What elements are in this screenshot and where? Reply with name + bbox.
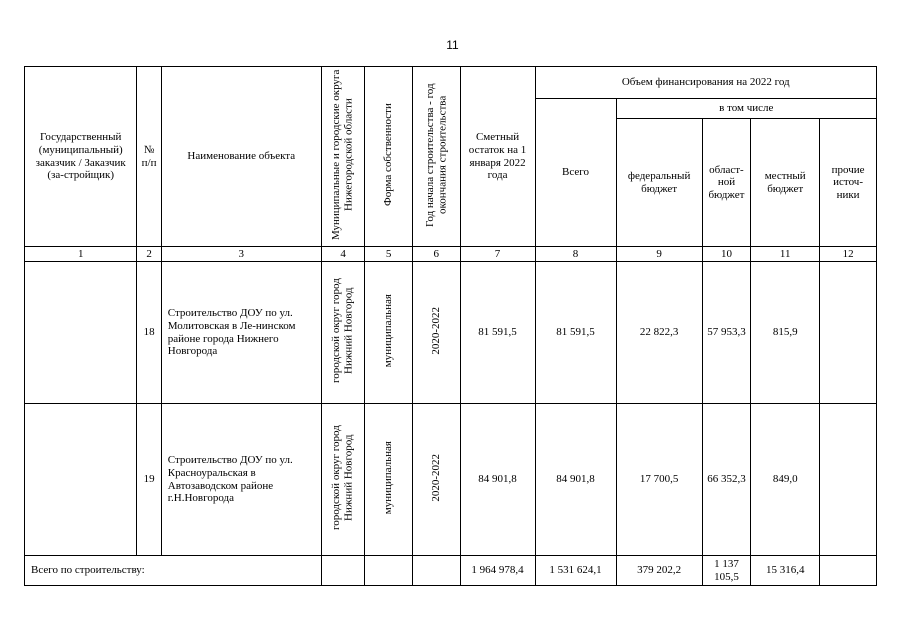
header-row-1 — [25, 67, 877, 99]
col-num-1: 1 — [25, 247, 137, 262]
financing-table — [24, 66, 877, 586]
col-num-9: 9 — [616, 247, 702, 262]
totals-federal: 379 202,2 — [616, 556, 702, 586]
totals-local: 15 316,4 — [751, 556, 820, 586]
header-years — [412, 67, 460, 247]
row-years-text: 2020-2022 — [429, 306, 442, 355]
row-municipality — [321, 262, 365, 404]
header-including: в том числе — [616, 99, 876, 119]
totals-municipality — [321, 556, 365, 586]
totals-label: Всего по строительству: — [25, 556, 322, 586]
row-object-name: Строительство ДОУ по ул. Красноуральская в Автозаводском районе г.Н.Новгорода — [161, 404, 321, 556]
header-regional: област-ной бюджет — [702, 119, 751, 247]
row-num: 19 — [137, 404, 161, 556]
header-other: прочие источ-ники — [820, 119, 877, 247]
row-estimate-balance: 84 901,8 — [460, 404, 535, 556]
row-municipality-text: городской округ город Нижний Новгород — [330, 278, 356, 384]
totals-ownership — [365, 556, 413, 586]
col-num-2: 2 — [137, 247, 161, 262]
row-years-text: 2020-2022 — [429, 453, 442, 502]
row-customer — [25, 262, 137, 404]
col-num-7: 7 — [460, 247, 535, 262]
column-number-row — [25, 247, 877, 262]
header-customer: Государственный (муниципальный) заказчик / Заказчик (за-стройщик) — [25, 67, 137, 247]
header-total: Всего — [535, 99, 616, 247]
row-regional: 66 352,3 — [702, 404, 751, 556]
totals-total: 1 531 624,1 — [535, 556, 616, 586]
row-ownership — [365, 262, 413, 404]
header-object-name: Наименование объекта — [161, 67, 321, 247]
col-num-6: 6 — [412, 247, 460, 262]
totals-years — [412, 556, 460, 586]
table-row — [25, 404, 877, 556]
row-object-name: Строительство ДОУ по ул. Молитовская в Ле-нинском районе города Нижнего Новгорода — [161, 262, 321, 404]
table-row — [25, 262, 877, 404]
row-local: 815,9 — [751, 262, 820, 404]
col-num-10: 10 — [702, 247, 751, 262]
header-local: местный бюджет — [751, 119, 820, 247]
header-num: № п/п — [137, 67, 161, 247]
col-num-11: 11 — [751, 247, 820, 262]
header-ownership — [365, 67, 413, 247]
col-num-4: 4 — [321, 247, 365, 262]
header-estimate-balance: Сметный остаток на 1 января 2022 года — [460, 67, 535, 247]
row-years — [412, 404, 460, 556]
row-local: 849,0 — [751, 404, 820, 556]
header-federal: федеральный бюджет — [616, 119, 702, 247]
row-other — [820, 262, 877, 404]
header-municipality-text: Муниципальные и городские округа Нижегородской области — [330, 69, 356, 240]
row-municipality-text: городской округ город Нижний Новгород — [330, 425, 356, 531]
header-municipality — [321, 67, 365, 247]
row-federal: 17 700,5 — [616, 404, 702, 556]
row-other — [820, 404, 877, 556]
page-number: 11 — [446, 38, 459, 52]
row-total: 84 901,8 — [535, 404, 616, 556]
row-municipality — [321, 404, 365, 556]
col-num-8: 8 — [535, 247, 616, 262]
row-ownership — [365, 404, 413, 556]
row-total: 81 591,5 — [535, 262, 616, 404]
header-years-text: Год начала строительства - год окончания строительства — [423, 82, 449, 227]
header-ownership-text: Форма собственности — [382, 103, 395, 207]
row-customer — [25, 404, 137, 556]
row-num: 18 — [137, 262, 161, 404]
row-federal: 22 822,3 — [616, 262, 702, 404]
col-num-5: 5 — [365, 247, 413, 262]
col-num-12: 12 — [820, 247, 877, 262]
row-ownership-text: муниципальная — [382, 294, 395, 368]
row-years — [412, 262, 460, 404]
totals-regional: 1 137 105,5 — [702, 556, 751, 586]
totals-other — [820, 556, 877, 586]
totals-estimate-balance: 1 964 978,4 — [460, 556, 535, 586]
header-financing: Объем финансирования на 2022 год — [535, 67, 876, 99]
row-ownership-text: муниципальная — [382, 441, 395, 515]
row-regional: 57 953,3 — [702, 262, 751, 404]
row-estimate-balance: 81 591,5 — [460, 262, 535, 404]
col-num-3: 3 — [161, 247, 321, 262]
totals-row — [25, 556, 877, 586]
